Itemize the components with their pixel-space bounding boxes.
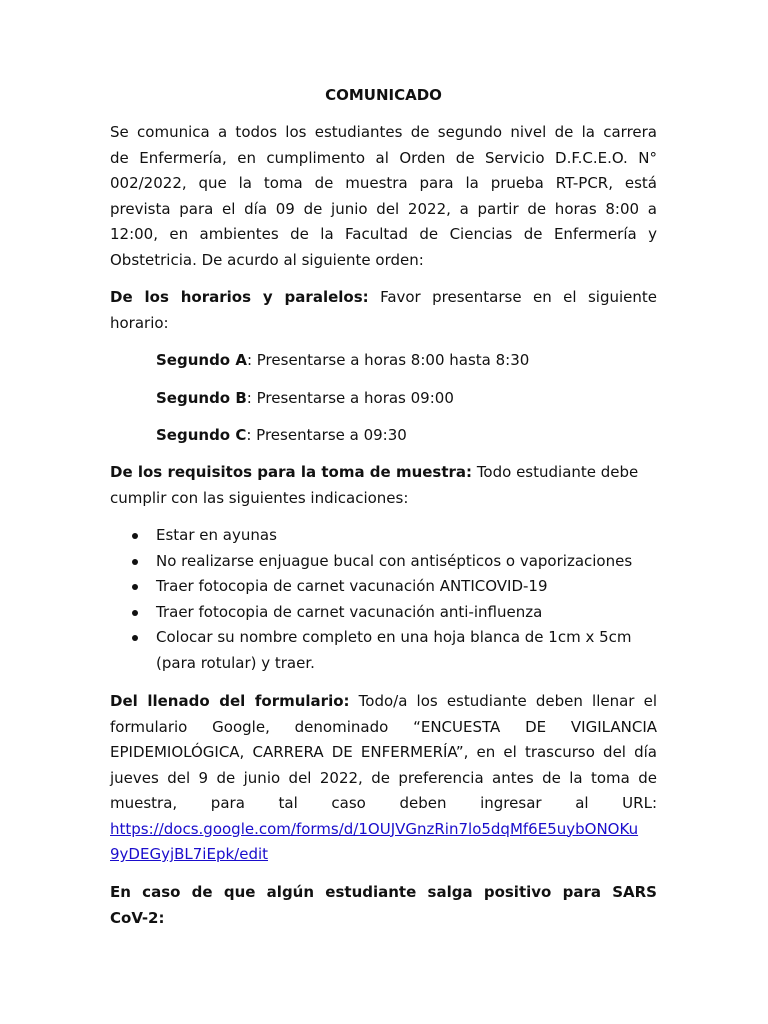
list-item-text: Traer fotocopia de carnet vacunación anti-influenza (156, 602, 543, 621)
schedule-text: : Presentarse a 09:30 (246, 426, 407, 444)
schedule-text: : Presentarse a horas 8:00 hasta 8:30 (246, 351, 530, 369)
formulario-line: EPIDEMIOLÓGICA, CARRERA DE ENFERMERÍA”, en el trascurso del día (110, 743, 657, 761)
formulario-text: Todo/a los estudiante deben llenar el (349, 692, 657, 710)
intro-line: 12:00, en ambientes de la Facultad de Ciencias de Enfermería y (110, 225, 657, 243)
formulario-line: jueves del 9 de junio del 2022, de preferencia antes de la toma de (110, 768, 657, 787)
list-item (110, 600, 657, 626)
list-item (110, 523, 657, 549)
bullet-icon (132, 635, 138, 641)
horarios-line: horario: (110, 313, 169, 332)
url-line (110, 842, 657, 868)
list-item (110, 574, 657, 600)
schedule-label: Segundo B (156, 389, 247, 407)
list-item-text: No realizarse enjuague bucal con antisépticos o vaporizaciones (156, 551, 633, 570)
requisitos-line (110, 460, 657, 486)
positivo-line: En caso de que algún estudiante salga positivo para SARS (110, 883, 657, 901)
positivo-line: CoV-2: (110, 908, 165, 927)
intro-paragraph (110, 120, 657, 273)
schedule-item (156, 424, 407, 446)
formulario-line: formulario Google, denominado “ENCUESTA DE VIGILANCIA (110, 717, 657, 736)
positivo-paragraph (110, 880, 657, 931)
bullet-icon (132, 610, 138, 616)
horarios-heading: De los horarios y paralelos: (110, 288, 369, 306)
schedule-text: : Presentarse a horas 09:00 (246, 389, 454, 407)
horarios-line (110, 285, 657, 311)
horarios-text: Favor presentarse en el siguiente (368, 288, 657, 306)
form-url-link[interactable]: https://docs.google.com/forms/d/1OUJVGnzRin7lo5dqMf6E5uybONOKu (110, 819, 639, 838)
intro-line: de Enfermería, en cumplimento al Orden de Servicio D.F.C.E.O. N° (110, 148, 657, 167)
list-item-text: Estar en ayunas (156, 526, 277, 544)
list-item-text: (para rotular) y traer. (156, 653, 315, 672)
list-item (110, 549, 657, 575)
schedule-item (156, 349, 529, 371)
form-url-link-continuation[interactable]: 9yDEGyjBL7iEpk/edit (110, 845, 269, 863)
schedule-item (156, 387, 454, 409)
list-item-continuation (110, 651, 657, 677)
list-item-text: Traer fotocopia de carnet vacunación ANTICOVID-19 (156, 577, 548, 595)
formulario-paragraph (110, 689, 657, 868)
requisitos-text: Todo estudiante debe (472, 463, 639, 481)
requisitos-paragraph (110, 460, 657, 511)
bullet-icon (132, 584, 138, 590)
schedule-label: Segundo A (156, 351, 247, 369)
formulario-heading: Del llenado del formulario: (110, 692, 350, 710)
document-title: COMUNICADO (325, 86, 442, 104)
intro-line: 002/2022, que la toma de muestra para la prueba RT-PCR, está (110, 174, 657, 192)
formulario-line (110, 689, 657, 715)
schedule-label: Segundo C (156, 426, 247, 444)
formulario-line: muestra, para tal caso deben ingresar al URL: (110, 794, 657, 812)
bullet-icon (132, 533, 138, 539)
horarios-paragraph (110, 285, 657, 336)
intro-line: Obstetricia. De acurdo al siguiente orden: (110, 250, 424, 269)
requisitos-line: cumplir con las siguientes indicaciones: (110, 488, 409, 507)
url-line (110, 817, 657, 843)
list-item (110, 625, 657, 651)
requisitos-heading: De los requisitos para la toma de muestra: (110, 463, 473, 481)
requisitos-list (110, 523, 657, 676)
intro-line: Se comunica a todos los estudiantes de segundo nivel de la carrera (110, 123, 657, 141)
bullet-icon (132, 559, 138, 565)
list-item-text: Colocar su nombre completo en una hoja blanca de 1cm x 5cm (156, 628, 632, 646)
intro-line: prevista para el día 09 de junio del 2022, a partir de horas 8:00 a (110, 199, 657, 218)
